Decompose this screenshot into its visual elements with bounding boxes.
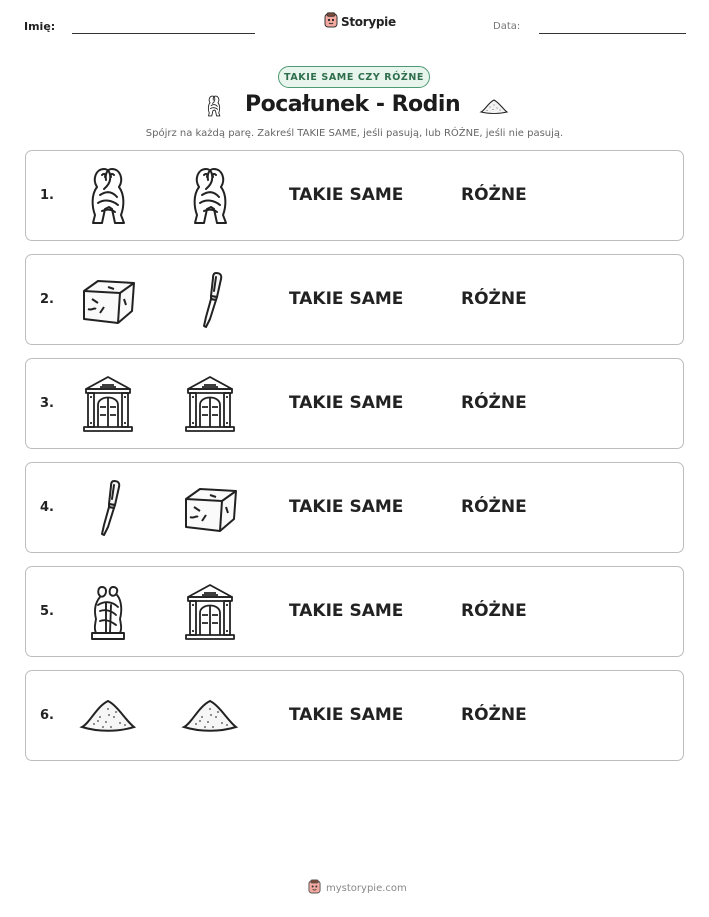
pair-row-5 [25, 566, 684, 657]
embracing-statue-icon [78, 581, 138, 643]
chisel-icon [78, 477, 138, 539]
footer [308, 879, 407, 898]
marble-block-icon [78, 269, 138, 331]
footer-url[interactable]: mystorypie.com [326, 883, 407, 894]
option-same[interactable]: TAKIE SAME [289, 601, 404, 621]
worksheet-type-badge: TAKIE SAME CZY RÓŻNE [278, 66, 430, 88]
museum-doorway-icon [180, 373, 240, 435]
option-same[interactable]: TAKIE SAME [289, 185, 404, 205]
option-same[interactable]: TAKIE SAME [289, 497, 404, 517]
option-different[interactable]: RÓŻNE [461, 497, 527, 517]
kiss-sculpture-icon [203, 92, 225, 124]
storypie-logo-icon [308, 879, 321, 898]
page-title: Pocałunek - Rodin [245, 92, 461, 117]
row-number: 6. [40, 708, 54, 723]
row-number: 5. [40, 604, 54, 619]
row-number: 4. [40, 500, 54, 515]
dust-pile-icon [180, 685, 240, 747]
option-same[interactable]: TAKIE SAME [289, 705, 404, 725]
option-different[interactable]: RÓŻNE [461, 601, 527, 621]
option-different[interactable]: RÓŻNE [461, 393, 527, 413]
dust-pile-icon [478, 96, 510, 120]
museum-doorway-icon [180, 581, 240, 643]
name-label: Imię: [24, 20, 56, 33]
chisel-icon [180, 269, 240, 331]
option-same[interactable]: TAKIE SAME [289, 289, 404, 309]
title-row [0, 92, 709, 124]
marble-block-icon [180, 477, 240, 539]
kiss-sculpture-icon [180, 165, 240, 227]
pair-row-1 [25, 150, 684, 241]
pair-row-4 [25, 462, 684, 553]
option-different[interactable]: RÓŻNE [461, 705, 527, 725]
pair-row-6 [25, 670, 684, 761]
row-number: 2. [40, 292, 54, 307]
row-number: 1. [40, 188, 54, 203]
option-same[interactable]: TAKIE SAME [289, 393, 404, 413]
kiss-sculpture-icon [78, 165, 138, 227]
pair-row-3 [25, 358, 684, 449]
dust-pile-icon [78, 685, 138, 747]
option-different[interactable]: RÓŻNE [461, 185, 527, 205]
row-number: 3. [40, 396, 54, 411]
storypie-logo-icon [324, 12, 338, 32]
museum-doorway-icon [78, 373, 138, 435]
date-label: Data: [493, 21, 521, 32]
brand-logo [324, 12, 396, 32]
pair-row-2 [25, 254, 684, 345]
date-line[interactable] [539, 33, 686, 34]
instructions: Spójrz na każdą parę. Zakreśl TAKIE SAME, jeśli pasują, lub RÓŻNE, jeśli nie pasują. [145, 128, 564, 139]
brand-name: Storypie [341, 15, 396, 29]
name-line[interactable] [72, 33, 255, 34]
option-different[interactable]: RÓŻNE [461, 289, 527, 309]
